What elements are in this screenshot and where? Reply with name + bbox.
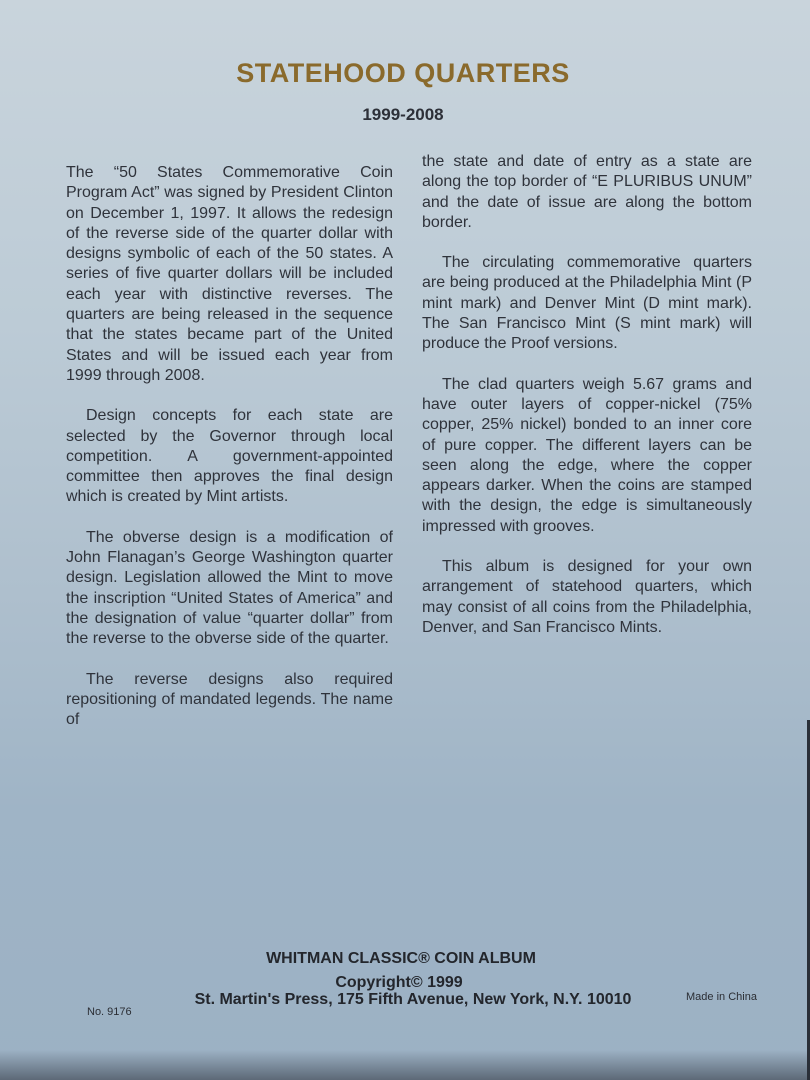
paragraph: The reverse designs also required repositioning of mandated legends. The name of <box>66 670 393 729</box>
date-range: 1999-2008 <box>362 105 444 124</box>
paragraph: Design concepts for each state are selected by the Governor through local competition. A government-appointed committee then approves the final design which is created by Mint artists. <box>66 407 393 506</box>
paragraph: The “50 States Commemorative Coin Program Act” was signed by President Clinton on December 1, 1997. It allows the redesign of the reverse side of the quarter dollar with designs symbolic of each of the 50 states. A series of five quarter dollars will be included each year with distinctive reverses. The quarters are being released in the sequence that the states became part of the United States and will be issued each year from 1999 through 2008. <box>66 164 393 384</box>
publisher-line: St. Martin's Press, 175 Fifth Avenue, New York, N.Y. 10010 <box>194 991 632 1008</box>
left-text-column <box>66 163 393 750</box>
copyright-line: Copyright© 1999 <box>335 974 463 991</box>
paragraph: The clad quarters weigh 5.67 grams and have outer layers of copper-nickel (75% copper, 25% nickel) bonded to an inner core of pure copper. The different layers can be seen along the edge, where the copper appears darker. When the coins are stamped with the design, the edge is simultaneously impressed with grooves. <box>422 375 752 535</box>
paragraph: The obverse design is a modification of John Flanagan’s George Washington quarter design. Legislation allowed the Mint to move the inscription “United States of America” and the designation of value “quarter dollar” from the reverse to the obverse side of the quarter. <box>66 528 393 648</box>
page-title: STATEHOOD QUARTERS <box>236 58 570 88</box>
paragraph: This album is designed for your own arrangement of statehood quarters, which may consist of all coins from the Philadelphia, Denver, and San Francisco Mints. <box>422 558 752 636</box>
paragraph: the state and date of entry as a state are along the top border of “E PLURIBUS UNUM” and the date of issue are along the bottom border. <box>422 153 752 231</box>
album-name: WHITMAN CLASSIC® COIN ALBUM <box>266 950 536 967</box>
catalog-number: No. 9176 <box>87 1006 132 1018</box>
paragraph: The circulating commemorative quarters are being produced at the Philadelphia Mint (P mint mark) and Denver Mint (D mint mark). The San Francisco Mint (S mint mark) will produce the Proof versions. <box>422 254 752 353</box>
right-text-column <box>422 152 752 658</box>
made-in-label: Made in China <box>686 991 757 1003</box>
bottom-shadow <box>0 1050 810 1080</box>
